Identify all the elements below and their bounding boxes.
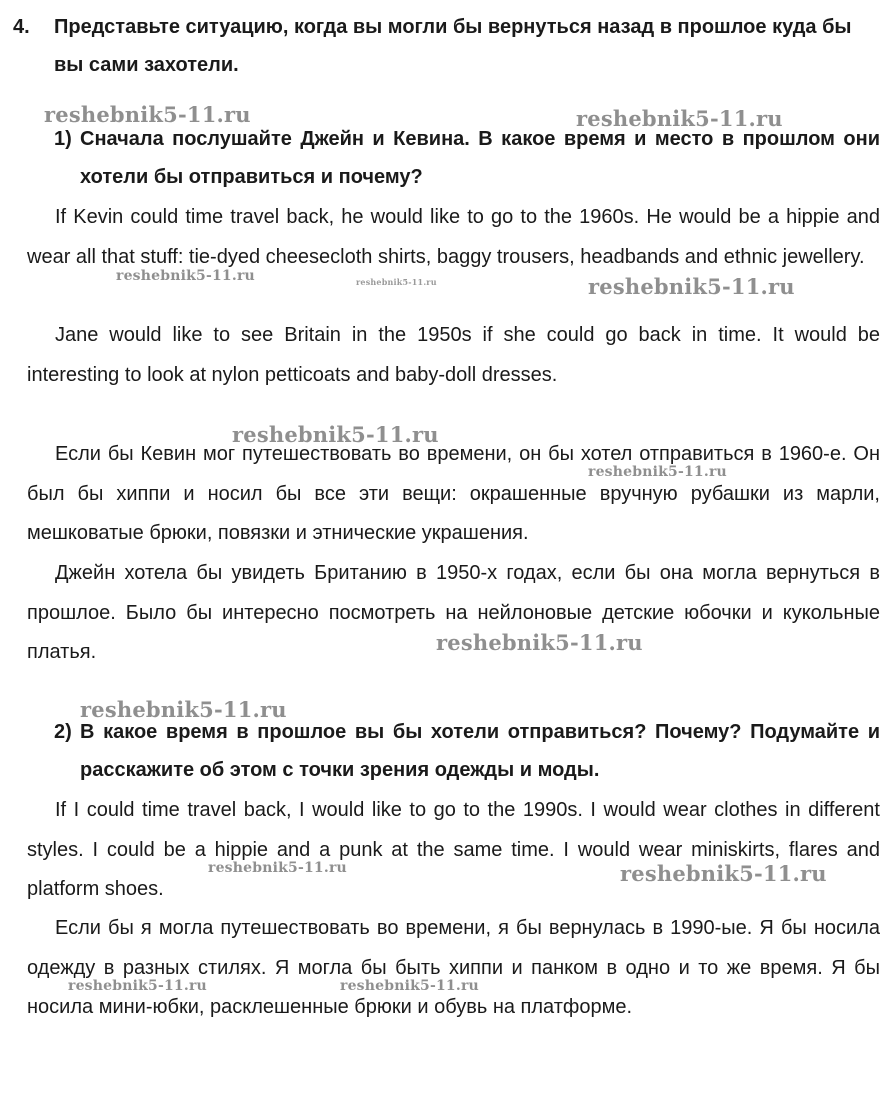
watermark: reshebnik5-11.ru [208,860,347,876]
q1-paragraph-kevin-ru: Если бы Кевин мог путешествовать во времени, он бы хотел отправиться в 1960-е. Он был бы хиппи и носил бы все эти вещи: окрашенные вручную рубашки из марли, мешковатые брюки, повязки и этнические украшения. [27,443,880,544]
q2-title: В какое время в прошлое вы бы хотели отправиться? Почему? Подумайте и расскажите об этом с точки зрения одежды и моды. [80,721,880,781]
watermark: reshebnik5-11.ru [340,978,479,994]
watermark: reshebnik5-11.ru [232,422,439,447]
watermark: reshebnik5-11.ru [116,268,255,284]
q1-paragraph-jane-en: Jane would like to see Britain in the 1950s if she could go back in time. It would be interesting to look at nylon petticoats and baby-doll dresses. [27,324,880,386]
q2-paragraph-ru: Если бы я могла путешествовать во времени, я бы вернулась в 1990-ые. Я бы носила одежду в разных стилях. Я могла бы быть хиппи и панком в одно и то же время. Я бы носила мини-юбки, расклешенные брюки и обувь на платформе. [27,917,880,1018]
q1-paragraph-kevin-en: If Kevin could time travel back, he would like to go to the 1960s. He would be a hippie and wear all that stuff: tie-dyed cheesecloth shirts, baggy trousers, headbands and ethnic jewellery. [27,206,880,268]
q1-number: 1) [54,128,72,150]
q1-paragraph-jane-ru: Джейн хотела бы увидеть Британию в 1950-х годах, если бы она могла вернуться в прошлое. Было бы интересно посмотреть на нейлоновые детские юбочки и кукольные платья. [27,562,880,663]
watermark: reshebnik5-11.ru [436,630,643,655]
task-title: Представьте ситуацию, когда вы могли бы вернуться назад в прошлое куда бы вы сами захотели. [54,16,852,76]
q1-title: Сначала послушайте Джейн и Кевина. В какое время и место в прошлом они хотели бы отправиться и почему? [80,128,880,188]
q2-number: 2) [54,721,72,743]
watermark: reshebnik5-11.ru [356,277,437,287]
task-number: 4. [13,16,30,38]
watermark: reshebnik5-11.ru [620,861,827,886]
watermark: reshebnik5-11.ru [68,978,207,994]
watermark: reshebnik5-11.ru [576,106,783,131]
watermark: reshebnik5-11.ru [588,464,727,480]
q2-paragraph-en: If I could time travel back, I would like to go to the 1990s. I would wear clothes in different styles. I could be a hippie and a punk at the same time. I would wear miniskirts, flares and platform shoes. [27,799,880,900]
watermark: reshebnik5-11.ru [80,697,287,722]
watermark: reshebnik5-11.ru [44,102,251,127]
watermark: reshebnik5-11.ru [588,274,795,299]
